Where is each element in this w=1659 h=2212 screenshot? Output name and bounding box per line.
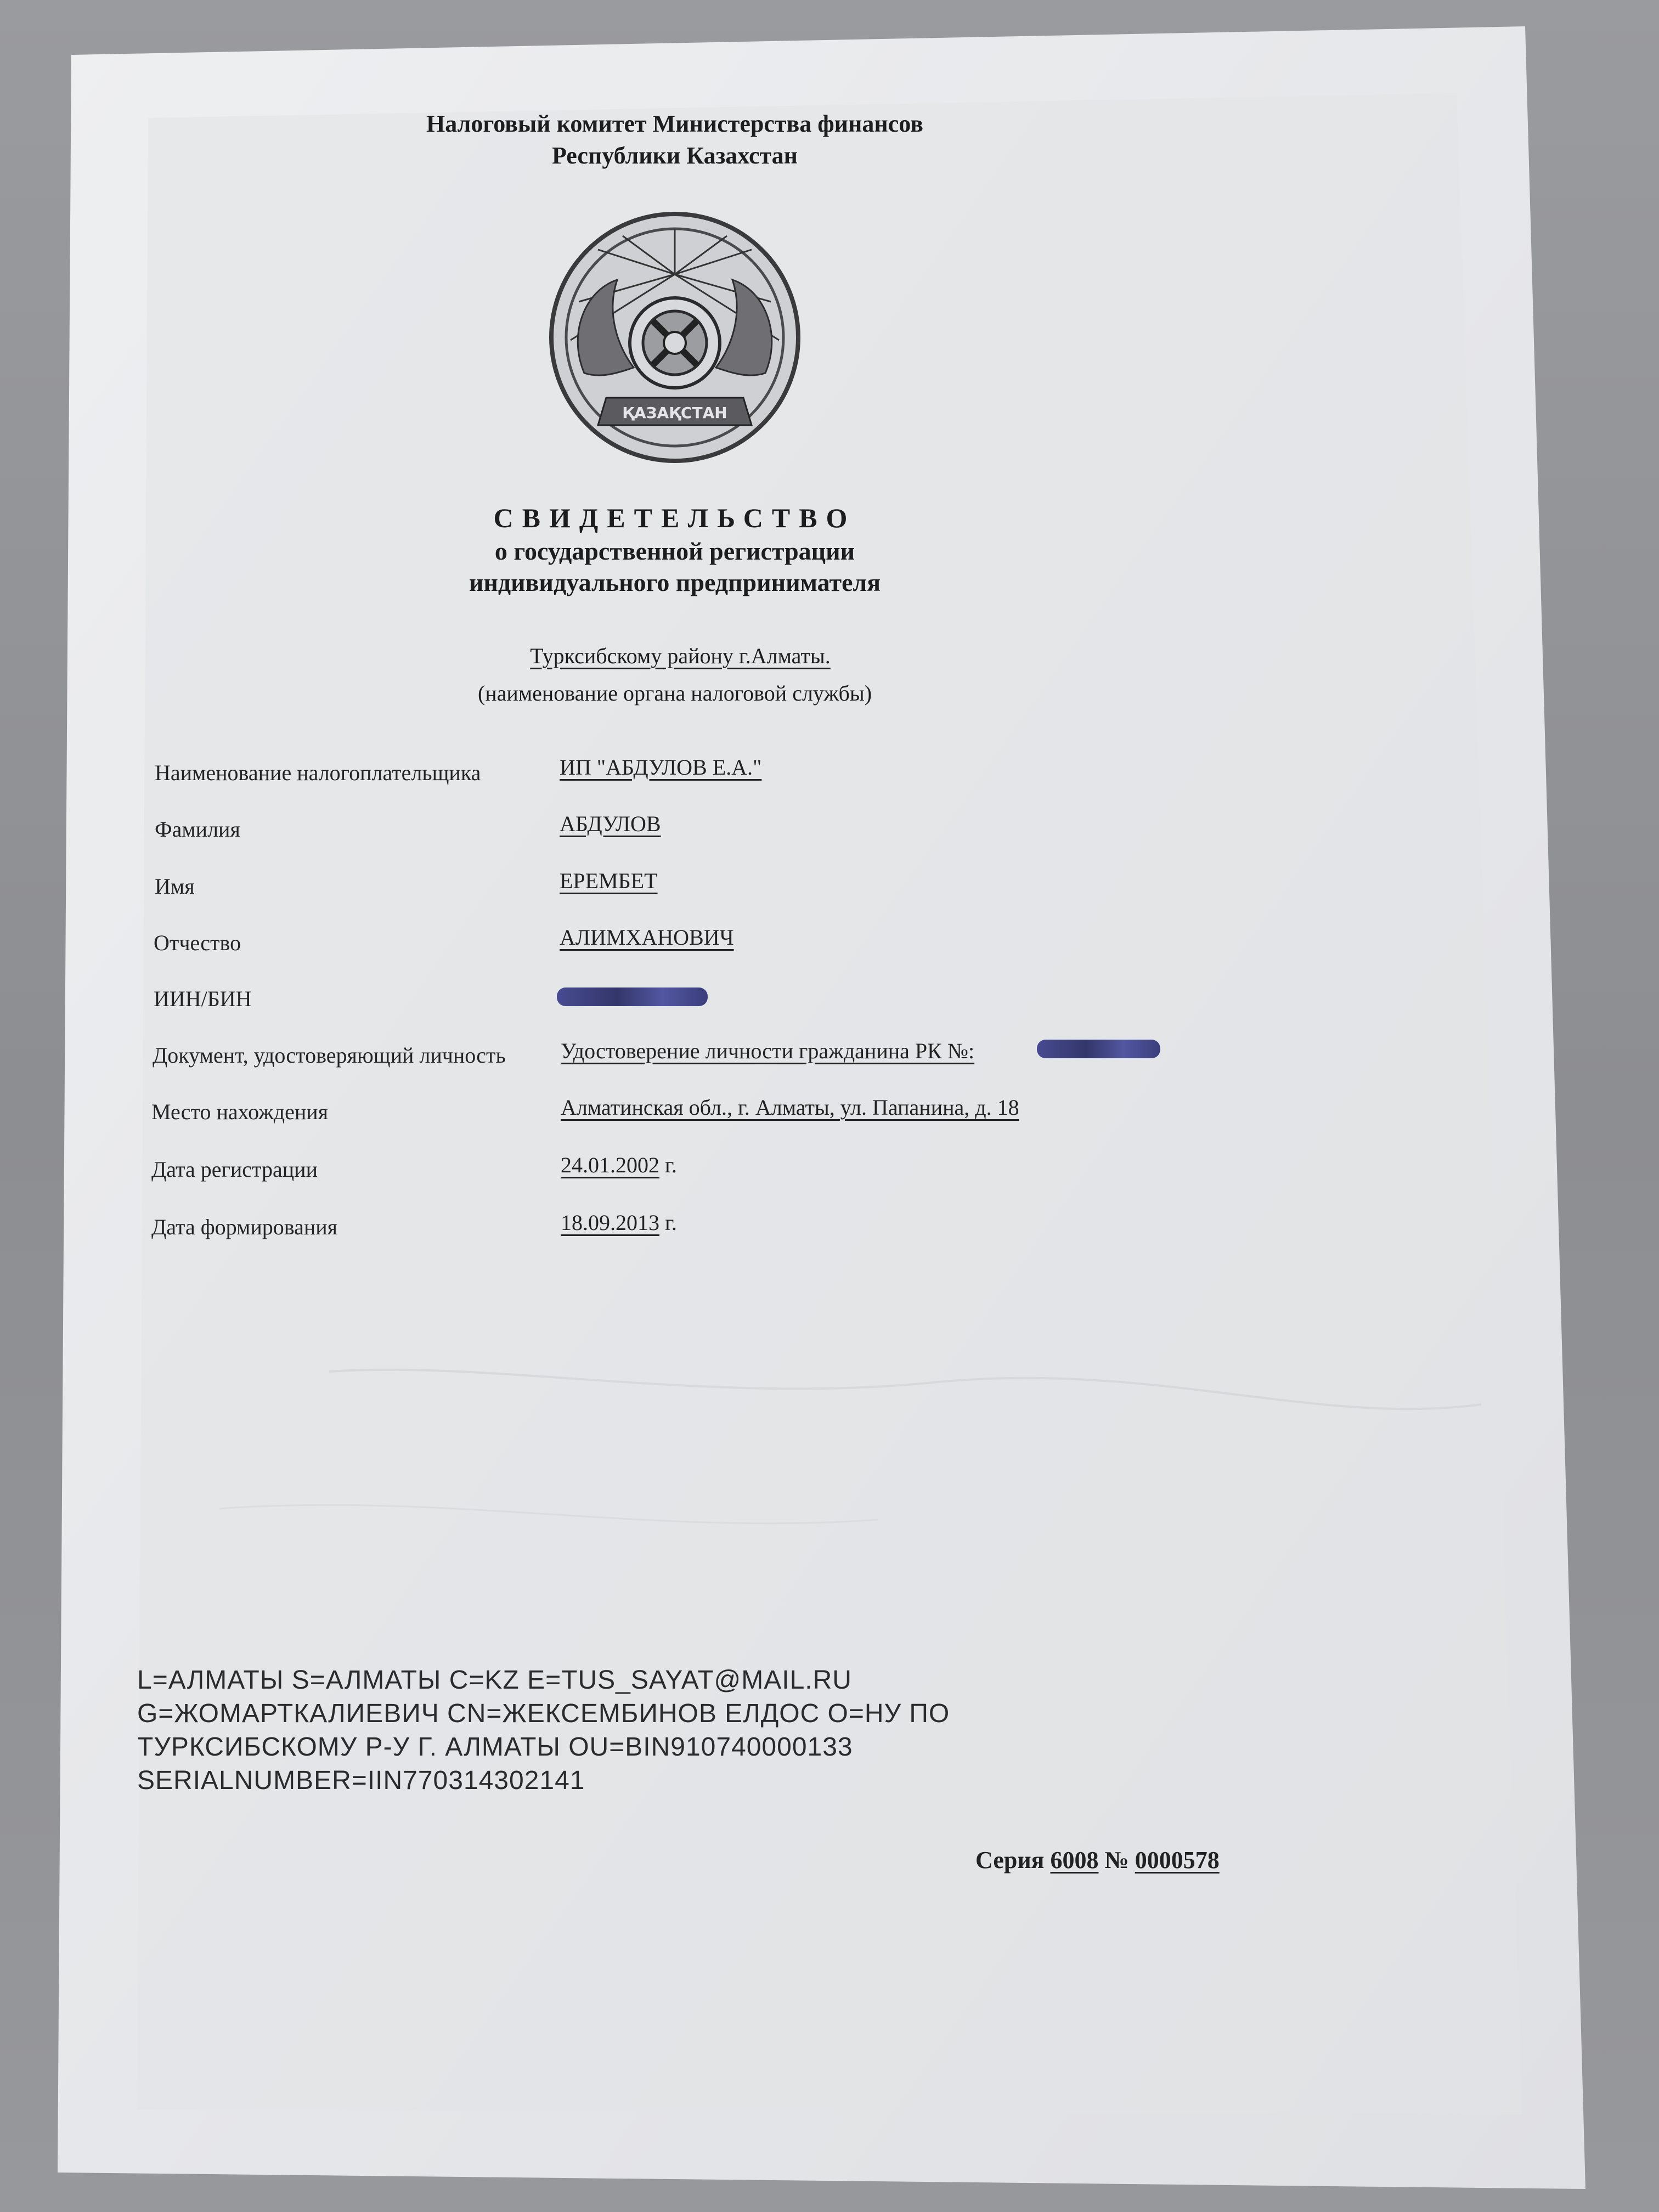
- year-suffix: г.: [665, 1210, 677, 1235]
- field-registration-date: [561, 1152, 677, 1178]
- field-value-taxpayer-name: ИП "АБДУЛОВ Е.А.": [560, 755, 762, 780]
- number-sign: №: [1104, 1847, 1129, 1874]
- redaction-iin: [557, 988, 708, 1006]
- field-value-patronymic: АЛИМХАНОВИЧ: [560, 925, 734, 950]
- field-value-first-name: ЕРЕМБЕТ: [560, 868, 658, 893]
- field-label-id-document: Документ, удостоверяющий личность: [153, 1043, 506, 1068]
- certificate-subtitle-1: о государственной регистрации: [494, 537, 855, 565]
- certificate-number: 0000578: [1135, 1847, 1220, 1874]
- field-value-id-document: Удостоверение личности гражданина РК №:: [561, 1039, 975, 1063]
- field-label-surname: Фамилия: [155, 817, 240, 842]
- field-value-location: Алматинская обл., г. Алматы, ул. Папанина, д. 18: [561, 1095, 1019, 1120]
- signature-line-4: SERIALNUMBER=IIN770314302141: [137, 1766, 585, 1795]
- series-value: 6008: [1050, 1847, 1099, 1874]
- issuer-line-1: Налоговый комитет Министерства финансов: [426, 110, 923, 137]
- year-suffix: г.: [665, 1153, 677, 1177]
- tax-office-caption: (наименование органа налоговой службы): [477, 681, 872, 706]
- field-value-surname: АБДУЛОВ: [560, 811, 661, 836]
- tax-office-name: Турксибскому району г.Алматы.: [530, 644, 831, 668]
- kazakhstan-state-emblem-icon: [546, 208, 804, 466]
- field-label-iin-bin: ИИН/БИН: [154, 986, 252, 1011]
- field-label-taxpayer-name: Наименование налогоплательщика: [155, 760, 481, 785]
- certificate-title: СВИДЕТЕЛЬСТВО: [493, 503, 856, 533]
- field-generation-date: [561, 1210, 677, 1235]
- certificate-subtitle-2: индивидуального предпринимателя: [469, 568, 881, 596]
- field-value-registration-date: 24.01.2002: [561, 1153, 659, 1177]
- field-label-first-name: Имя: [155, 874, 195, 899]
- redaction-id-number: [1037, 1040, 1160, 1058]
- series-label: Серия: [975, 1847, 1045, 1874]
- series-number: [975, 1846, 1220, 1874]
- svg-text:ҚАЗАҚСТАН: ҚАЗАҚСТАН: [622, 404, 727, 422]
- field-label-registration-date: Дата регистрации: [151, 1157, 318, 1182]
- signature-line-3: ТУРКСИБСКОМУ Р-У Г. АЛМАТЫ OU=BIN910740000133: [137, 1733, 853, 1762]
- signature-line-1: L=АЛМАТЫ S=АЛМАТЫ C=KZ E=TUS_SAYAT@MAIL.RU: [137, 1666, 852, 1695]
- signature-line-2: G=ЖОМАРТКАЛИЕВИЧ CN=ЖЕКСЕМБИНОВ ЕЛДОС O=НУ ПО: [137, 1699, 950, 1728]
- issuer-line-2: Республики Казахстан: [551, 142, 798, 169]
- field-label-generation-date: Дата формирования: [151, 1215, 338, 1239]
- field-value-generation-date: 18.09.2013: [561, 1210, 659, 1235]
- field-label-location: Место нахождения: [151, 1099, 329, 1124]
- field-label-patronymic: Отчество: [154, 930, 241, 955]
